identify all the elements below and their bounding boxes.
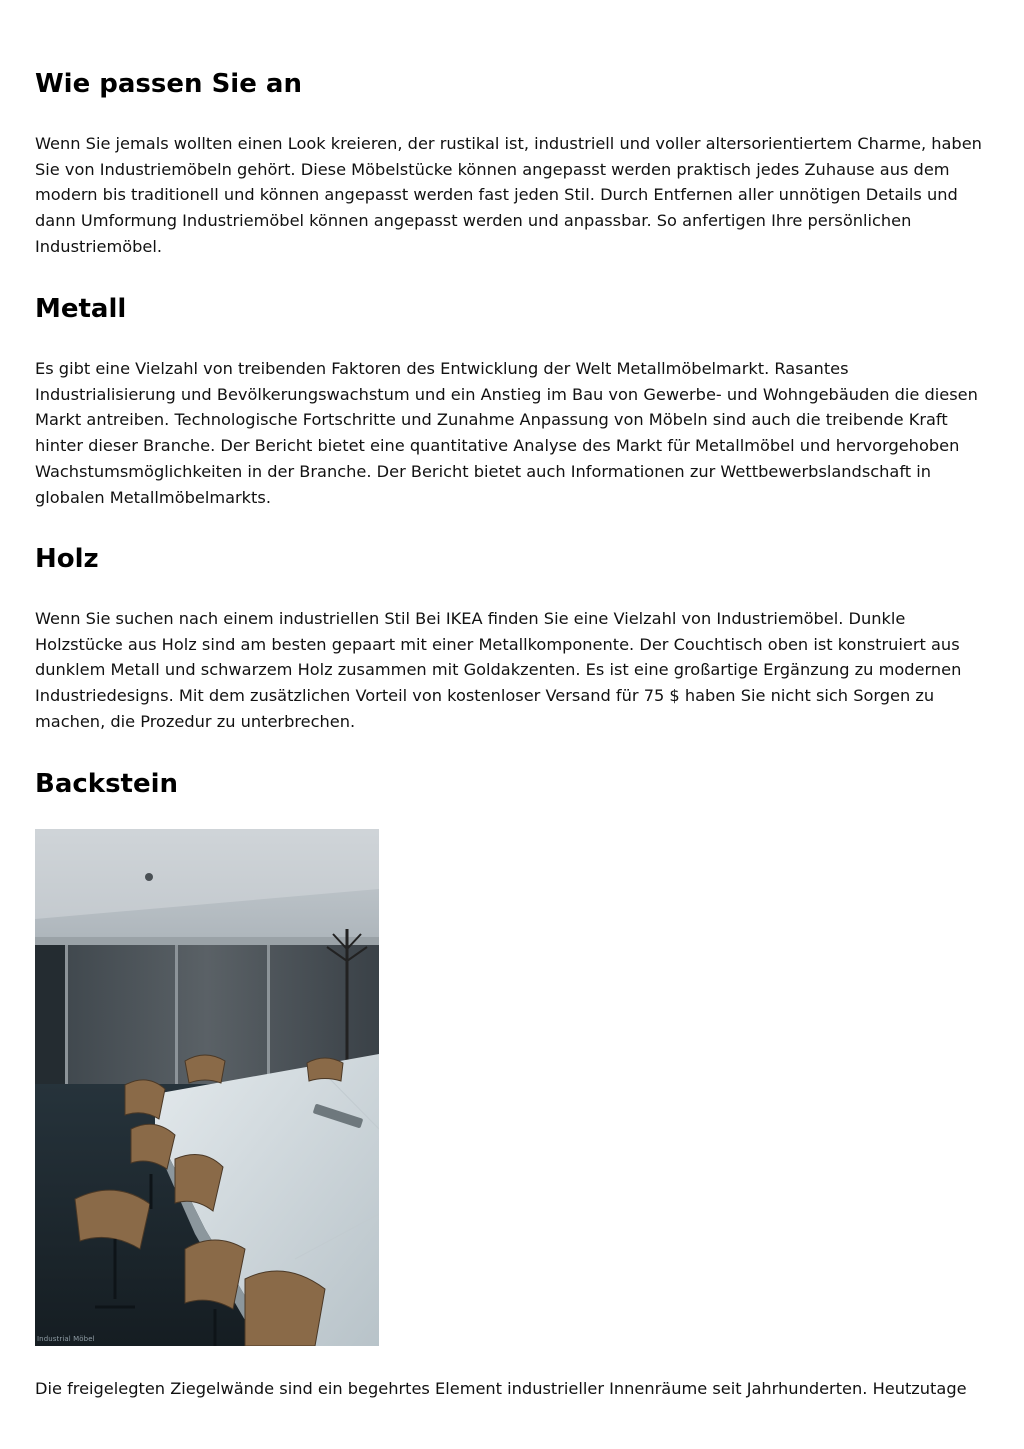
section-heading-backstein: Backstein [35,769,179,799]
section-text-backstein: Die freigelegten Ziegelwände sind ein begehrtes Element industrieller Innenräume seit Jahrhunderten. Heutzutage [35,1379,967,1398]
section-text-anpassen: Wenn Sie jemals wollten einen Look kreieren, der rustikal ist, industriell und voller altersorientiertem Charme, haben Sie von Industriemöbeln gehört. Diese Möbelstücke können angepasst werden praktisch jedes Zuhause aus dem modern bis traditionell und können angepasst werden fast jeden Stil. Durch Entfernen aller unnötigen Details und dann Umformung Industriemöbel können angepasst werden und anpassbar. So anfertigen Ihre persönlichen Industriemöbel. [35,134,982,256]
section-text-holz: Wenn Sie suchen nach einem industriellen Stil Bei IKEA finden Sie eine Vielzahl von Industriemöbel. Dunkle Holzstücke aus Holz sind am besten gepaart mit einer Metallkomponente. Der Couchtisch oben ist konstruiert aus dunklem Metall und schwarzem Holz zusammen mit Goldakzenten. Es ist eine großartige Ergänzung zu modernen Industriedesigns. Mit dem zusätzlichen Vorteil von kostenloser Versand für 75 $ haben Sie nicht sich Sorgen zu machen, die Prozedur zu unterbrechen. [35,609,962,731]
meeting-room-illustration [35,829,379,1346]
section-heading-anpassen: Wie passen Sie an [35,69,302,99]
section-text-metall: Es gibt eine Vielzahl von treibenden Faktoren des Entwicklung der Welt Metallmöbelmarkt. Rasantes Industrialisierung und Bevölkerungswachstum und ein Anstieg im Bau von Gewerbe- und Wohngebäuden die diesen Markt antreiben. Technologische Fortschritte und Zunahme Anpassung von Möbeln sind auch die treibende Kraft hinter dieser Branche. Der Bericht bietet eine quantitative Analyse des Markt für Metallmöbel und hervorgehoben Wachstumsmöglichkeiten in der Branche. Der Bericht bietet auch Informationen zur Wettbewerbslandschaft in globalen Metallmöbelmarkts. [35,359,978,507]
section-heading-metall: Metall [35,294,127,324]
section-heading-holz: Holz [35,544,99,574]
image-caption: Industrial Möbel [37,1335,95,1343]
meeting-room-photo [35,829,379,1346]
